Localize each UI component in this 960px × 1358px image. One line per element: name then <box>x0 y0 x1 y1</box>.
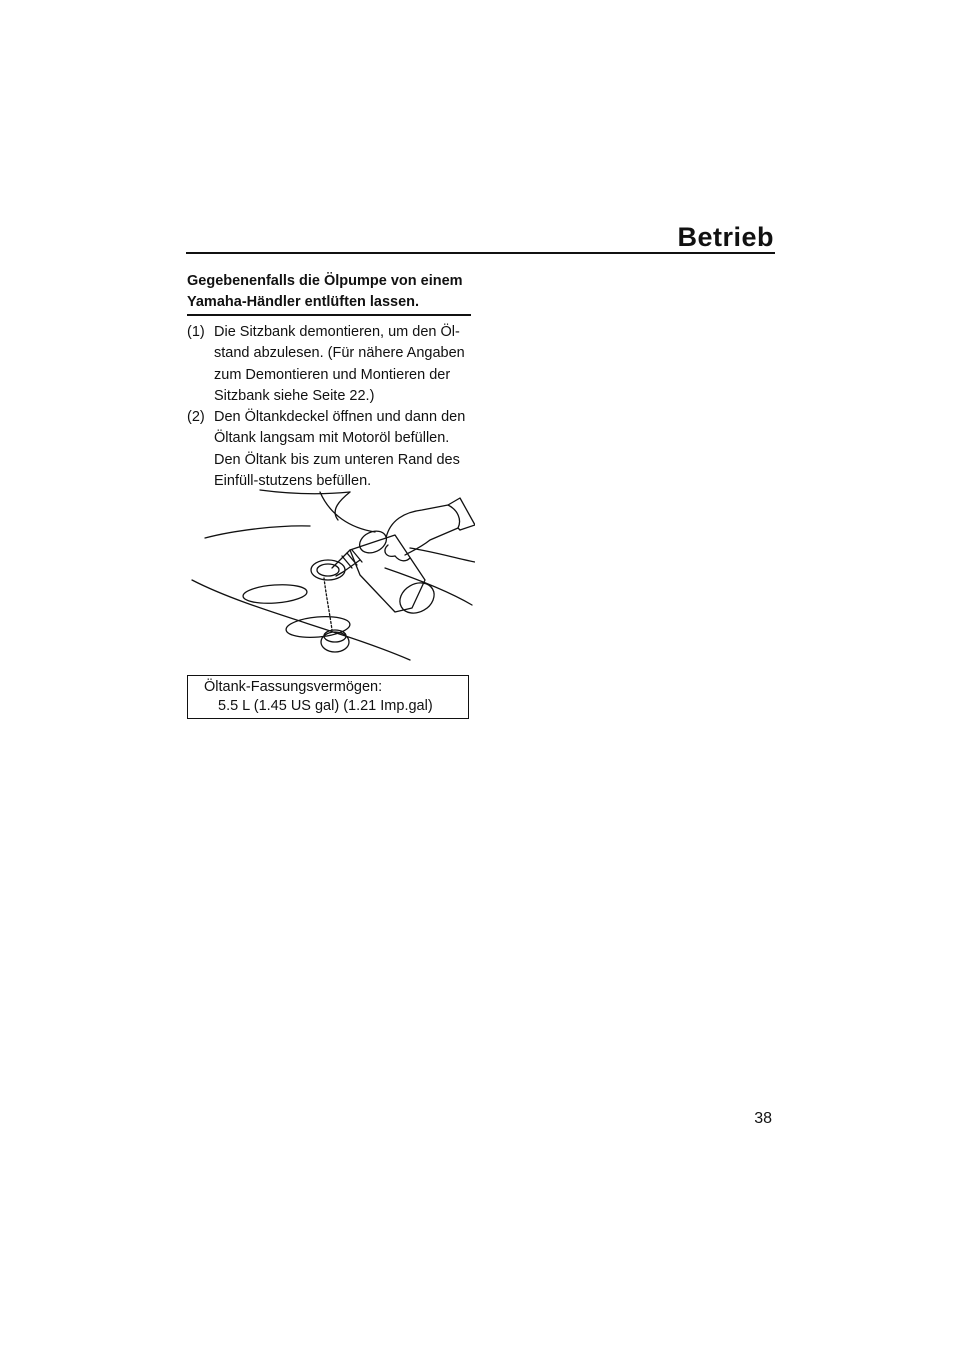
step-item <box>187 322 477 407</box>
step-number: (1) <box>187 324 205 340</box>
step-number: (2) <box>187 409 205 426</box>
capacity-spec-box <box>187 675 469 719</box>
title-divider <box>186 252 775 254</box>
page-number: 38 <box>754 1110 772 1127</box>
instruction-steps <box>187 322 477 492</box>
spec-value: 5.5 L (1.45 US gal) (1.21 Imp.gal) <box>218 698 433 714</box>
oil-filling-illustration <box>190 480 475 665</box>
page-title: Betrieb <box>677 222 774 252</box>
step-text: Die Sitzbank demontieren, um den Öl-stand abzulesen. (Für nähere Angaben zum Demontieren und Montieren der Sitzbank siehe Seite 22.) <box>214 324 465 404</box>
warning-note: Gegebenenfalls die Ölpumpe von einem Yamaha-Händler entlüften lassen. <box>187 273 463 310</box>
warning-divider <box>187 314 471 316</box>
step-text: Den Öltankdeckel öffnen und dann den Öltank langsam mit Motoröl befüllen. Den Öltank bis zum unteren Rand des Einfüll-stutzens befüllen. <box>214 409 466 490</box>
spec-label: Öltank-Fassungsvermögen: <box>204 679 383 695</box>
